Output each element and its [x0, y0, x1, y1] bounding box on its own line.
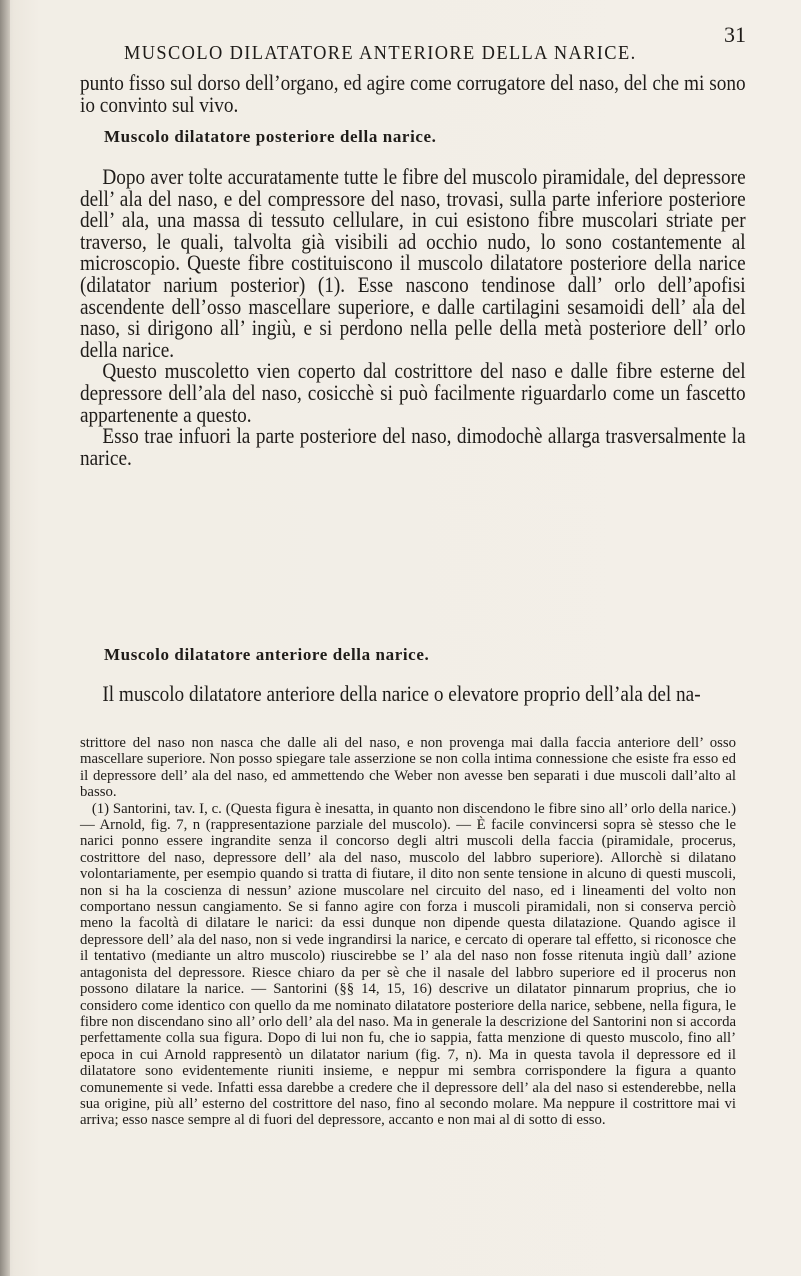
page-header — [118, 22, 758, 64]
footnote-continuation: strittore del naso non nasca che dalle ali del naso, e non provenga mai dalla faccia anteriore dell’ osso mascellare superiore. Non posso spiegare tale asserzione se non colla intima connessione che esiste fra esso ed il depressore dell’ ala del naso, ed ammettendo che Weber non avesse ben separati i due muscoli dall’alto al basso. — [80, 735, 737, 801]
book-spine-shadow — [0, 0, 10, 1276]
section-heading-posterior: Muscolo dilatatore posteriore della narice. — [104, 127, 437, 146]
page-number: 31 — [724, 22, 746, 47]
paragraph-5: Il muscolo dilatatore anteriore della narice o elevatore proprio dell’ala del na- — [102, 681, 701, 706]
running-head: MUSCOLO DILATATORE ANTERIORE DELLA NARICE. — [124, 42, 637, 64]
paragraph-2: Dopo aver tolte accuratamente tutte le fibre del muscolo piramidale, del depressore dell’ ala del naso, e del compressore del naso, trovasi, sulla parte inferiore posteriore dell’ ala, una massa di tessuto cellulare, in cui esistono fibre muscolari striate per traverso, le quali, talvolta già visibili ad occhio nudo, lo sono costantemente al microscopio. Queste fibre costituiscono il muscolo dilatatore posteriore della narice (dilatator narium posterior) (1). Esse nascono tendinose dall’ orlo dell’apofisi ascendente dell’osso mascellare superiore, e dalle cartilagini sesamoidi dell’ ala del naso, si dirigono all’ ingiù, e si perdono nella pelle della metà posteriore dell’ orlo della narice. — [80, 164, 746, 362]
section-posterior-body — [80, 166, 746, 468]
section-anterior-body — [80, 683, 746, 705]
paragraph-4: Esso trae infuori la parte posteriore del naso, dimodochè allarga trasversalmente la narice. — [80, 423, 746, 470]
paragraph-3: Questo muscoletto vien coperto dal costrittore del naso e dalle fibre esterne del depressore dell’ala del naso, cosicchè si può facilmente riguardarlo come un fascetto appartenente a questo. — [80, 358, 746, 427]
paragraph-continuation — [80, 72, 746, 115]
footnotes — [80, 735, 746, 1129]
section-heading-anterior: Muscolo dilatatore anteriore della narice. — [104, 645, 430, 664]
paragraph-1: punto fisso sul dorso dell’organo, ed agire come corrugatore del naso, del che mi sono io convinto sul vivo. — [80, 70, 746, 117]
footnote-1: (1) Santorini, tav. I, c. (Questa figura è inesatta, in quanto non discendono le fibre sino all’ orlo della narice.) — Arnold, fig. 7, n (rappresentazione parziale del muscolo). — È facile convincersi sopra sè stesso che le narici ponno essere ingrandite senza il concorso degli altri muscoli della faccia (piramidale, procerus, costrittore del naso, depressore dell’ ala del naso, muscolo del labbro superiore). Allorchè si dilatano volontariamente, per esempio quando si tratta di fiutare, il dito non sente tensione in alcuno di questi muscoli, non si ha la coscienza di nessun’ azione muscolare nel circuito del naso, ed i lineamenti del volto non comportano nessun cangiamento. Se si fanno agire con forza i muscoli piramidali, non si conserva perciò meno la facoltà di dilatare le narici: da essi dunque non dipende questa dilatazione. Quando agisce il depressore dell’ ala del naso, non si vede ingrandirsi la narice, e cercato di operare tal effetto, si riconosce che il tentativo (mediante un altro muscolo) riuscirebbe se l’ ala del naso non fosse ritenuta ingiù dall’ azione antagonista del depressore. Riesce chiaro da per sè che il nasale del labbro superiore ed il procerus non possono dilatare la narice. — Santorini (§§ 14, 15, 16) descrive un dilatator pinnarum proprius, che io considero come identico con quello da me nominato dilatatore posteriore della narice, sebbene, nella figura, le fibre non discendano sino all’ orlo dell’ ala del naso. Ma in generale la descrizione del Santorini non si accorda perfettamente colla sua figura. Dopo di lui non fu, che io sappia, fatta menzione di questo muscolo, fino all’ epoca in cui Arnold rappresentò un dilatator narium (fig. 7, n). Ma in questa tavola il depressore ed il dilatatore sono evidentemente riuniti insieme, e neppur mi sembra corrispondere la figura a quanto comunemente si vede. Infatti essa darebbe a credere che il depressore dell’ ala del naso si estenderebbe, nella sua origine, più all’ esterno del costrittore del naso, fino al secondo molare. Ma neppure il costrittore mai vi arriva; esso nasce sempre al di fuori del depressore, accanto e non mai al di sotto di esso. — [80, 800, 737, 1129]
